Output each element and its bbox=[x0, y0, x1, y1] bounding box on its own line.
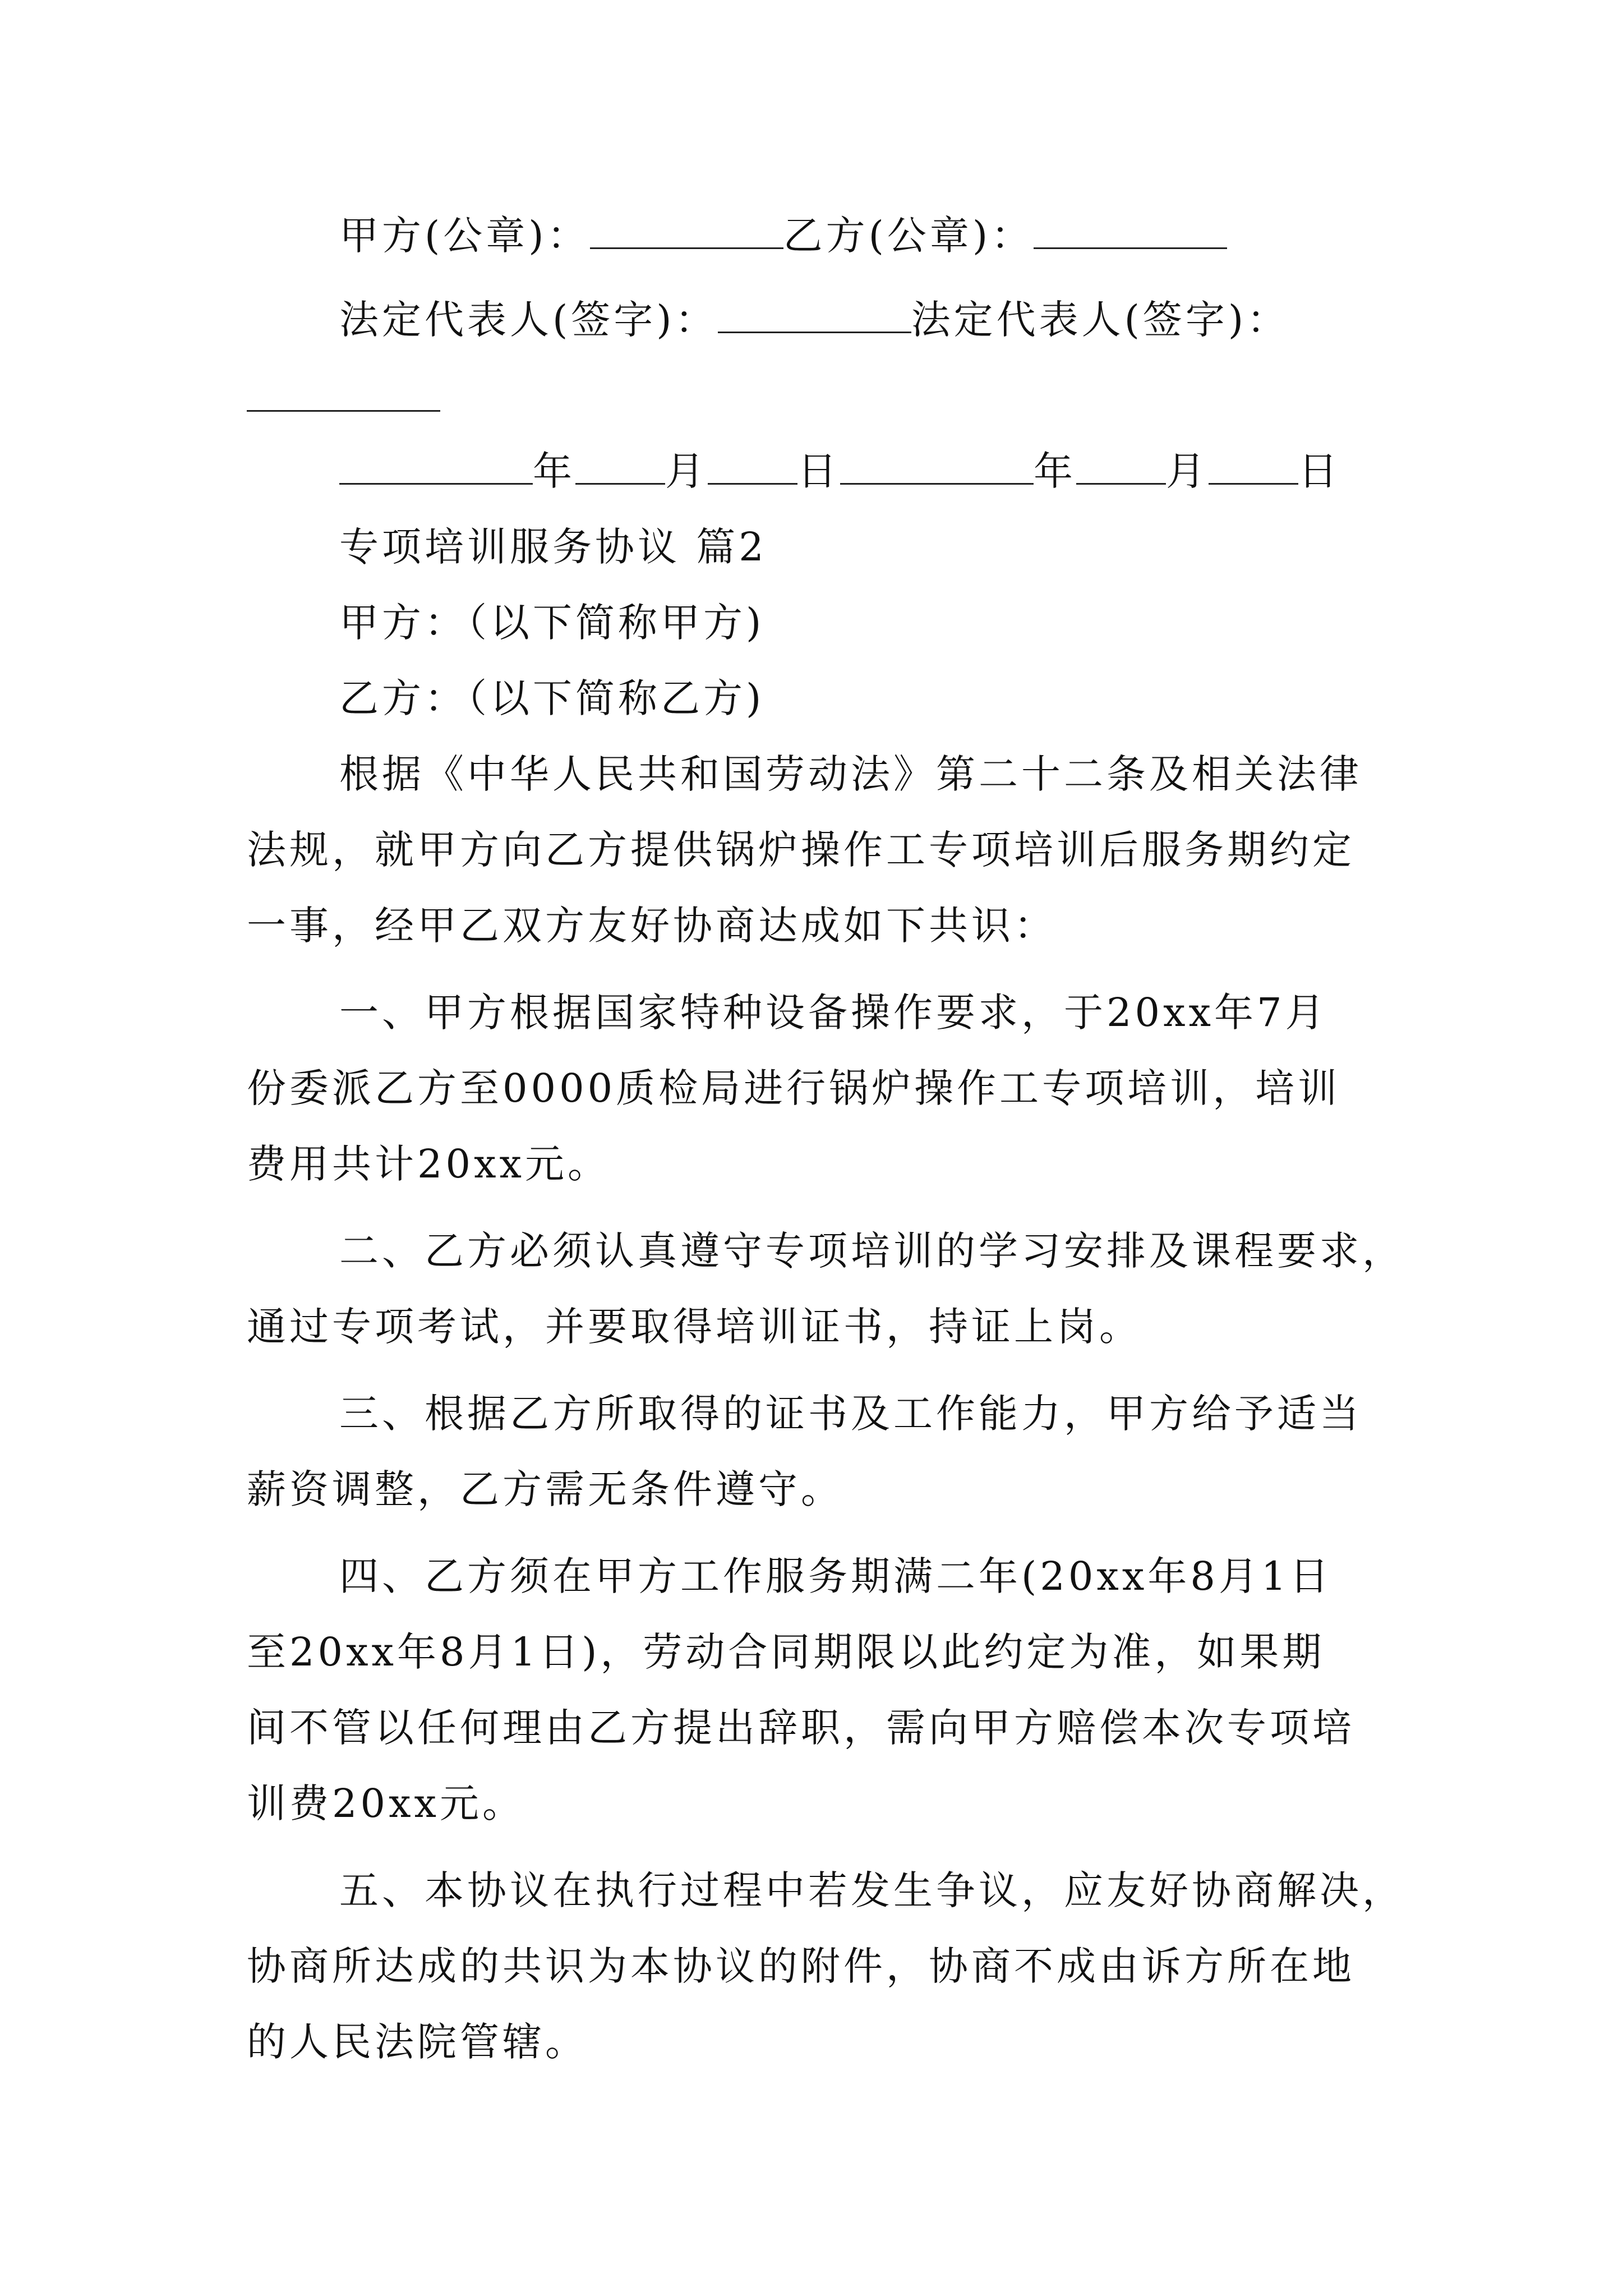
date-b-year-blank bbox=[840, 448, 1034, 485]
date-a-day-label: 日 bbox=[797, 448, 840, 494]
date-b-day-label: 日 bbox=[1298, 448, 1341, 494]
rep-b-label: 法定代表人(签字)： bbox=[911, 297, 1290, 343]
clause5-line-1: 五、本协议在执行过程中若发生争议，应友好协商解决， bbox=[339, 1867, 1405, 1913]
party-a-line: 甲方：（以下简称甲方) bbox=[339, 600, 765, 646]
intro-line-2: 法规，就甲方向乙方提供锅炉操作工专项培训后服务期约定 bbox=[247, 827, 1355, 873]
date-b-month-label: 月 bbox=[1166, 448, 1209, 494]
party-a-seal-blank bbox=[590, 213, 783, 249]
clause1-line-3: 费用共计20xx元。 bbox=[247, 1141, 611, 1187]
representative-line bbox=[339, 292, 1289, 348]
date-a-month-label: 月 bbox=[665, 448, 708, 494]
intro-line-1: 根据《中华人民共和国劳动法》第二十二条及相关法律 bbox=[339, 751, 1362, 797]
clause3-line-1: 三、根据乙方所取得的证书及工作能力，甲方给予适当 bbox=[339, 1391, 1362, 1437]
date-a-day-blank bbox=[708, 448, 797, 485]
clause5-line-3: 的人民法院管辖。 bbox=[247, 2019, 588, 2065]
rep-a-label: 法定代表人(签字)： bbox=[339, 297, 718, 343]
clause4-line-2: 至20xx年8月1日)，劳动合同期限以此约定为准，如果期 bbox=[247, 1629, 1325, 1675]
clause3-line-2: 薪资调整，乙方需无条件遵守。 bbox=[247, 1466, 843, 1512]
clause4-line-3: 间不管以任何理由乙方提出辞职，需向甲方赔偿本次专项培 bbox=[247, 1705, 1355, 1751]
date-b-year-label: 年 bbox=[1034, 448, 1076, 494]
date-a-year-blank bbox=[339, 448, 533, 485]
intro-line-3: 一事，经甲乙双方友好协商达成如下共识： bbox=[247, 903, 1057, 949]
party-b-line: 乙方：（以下简称乙方) bbox=[339, 675, 765, 721]
party-b-seal-blank bbox=[1034, 213, 1227, 249]
clause4-line-4: 训费20xx元。 bbox=[247, 1780, 525, 1826]
rep-a-blank bbox=[718, 297, 911, 333]
rep-b-blank-line bbox=[247, 370, 440, 426]
date-line bbox=[339, 443, 1341, 499]
clause1-line-1: 一、甲方根据国家特种设备操作要求，于20xx年7月 bbox=[339, 990, 1328, 1036]
clause2-line-1: 二、乙方必须认真遵守专项培训的学习安排及课程要求， bbox=[339, 1228, 1405, 1274]
agreement-title: 专项培训服务协议 篇2 bbox=[339, 524, 767, 570]
date-a-year-label: 年 bbox=[533, 448, 575, 494]
party-a-seal-label: 甲方(公章)： bbox=[339, 213, 590, 259]
date-b-month-blank bbox=[1076, 448, 1166, 485]
date-a-month-blank bbox=[575, 448, 665, 485]
clause4-line-1: 四、乙方须在甲方工作服务期满二年(20xx年8月1日 bbox=[339, 1553, 1332, 1599]
rep-b-blank bbox=[247, 375, 440, 412]
clause5-line-2: 协商所达成的共识为本协议的附件，协商不成由诉方所在地 bbox=[247, 1943, 1355, 1989]
clause2-line-2: 通过专项考试，并要取得培训证书，持证上岗。 bbox=[247, 1304, 1142, 1350]
clause1-line-2: 份委派乙方至0000质检局进行锅炉操作工专项培训，培训 bbox=[247, 1065, 1341, 1111]
seal-line bbox=[339, 208, 1227, 264]
party-b-seal-label: 乙方(公章)： bbox=[783, 213, 1034, 259]
date-b-day-blank bbox=[1209, 448, 1298, 485]
